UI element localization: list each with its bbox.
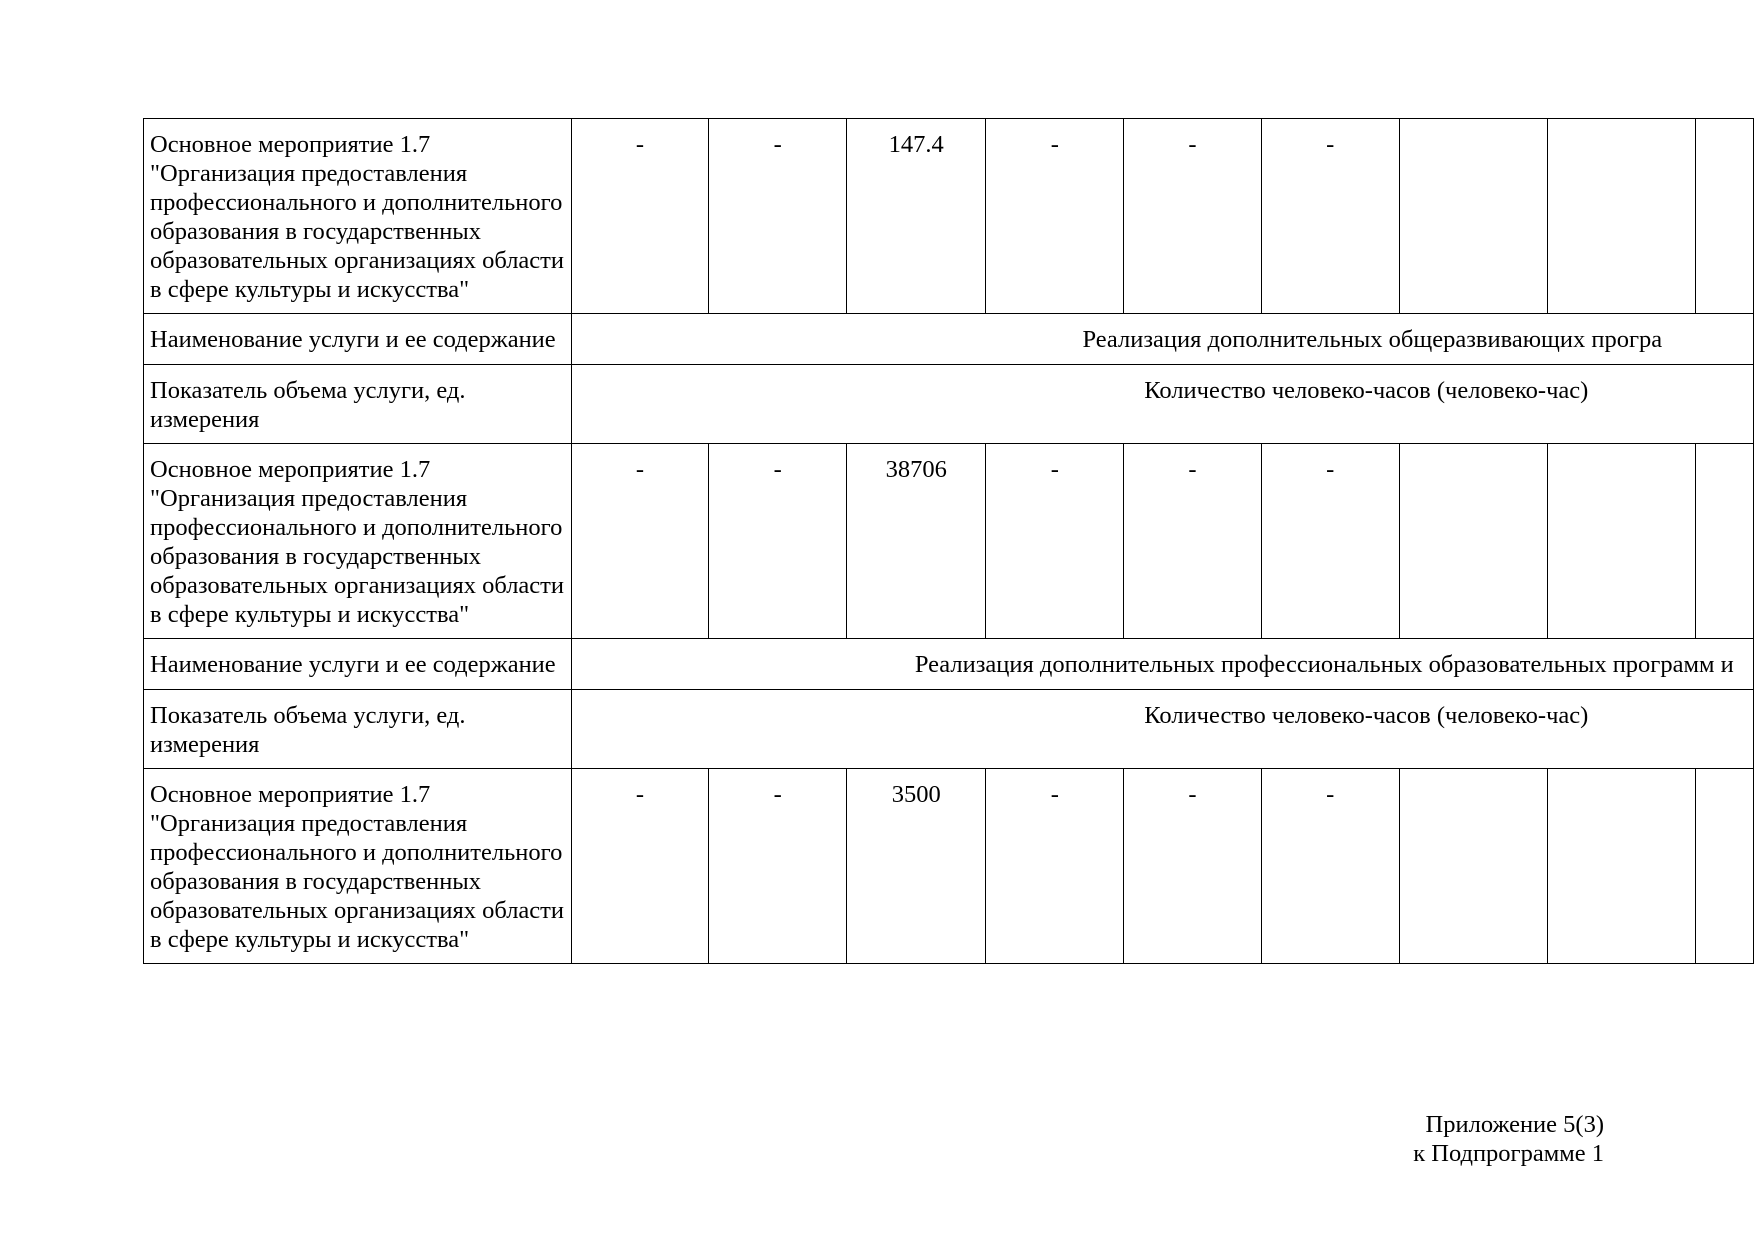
volume-indicator-cell (571, 365, 1753, 444)
label-line: образования в государственных (150, 868, 482, 895)
label-line: Основное мероприятие 1.7 (150, 131, 431, 158)
label-line: Наименование услуги и ее содержание (150, 651, 556, 678)
service-name-label-cell (144, 639, 572, 690)
volume-indicator-label-cell (144, 365, 572, 444)
label-line: образования в государственных (150, 543, 482, 570)
label-line: "Организация предоставления (150, 485, 468, 512)
label-line: профессионального и дополнительного (150, 189, 563, 216)
volume-indicator-text: Количество человеко-часов (человеко-час) (1144, 702, 1589, 729)
value-cell: - (571, 119, 709, 314)
value-cell: - (709, 769, 847, 964)
label-line: Показатель объема услуги, ед. (150, 377, 466, 404)
appendix-title: Приложение 5(3) (1425, 1111, 1604, 1138)
value-cell: - (1261, 444, 1399, 639)
value-cell: 3500 (847, 769, 986, 964)
table-row (144, 365, 1754, 444)
service-name-cell (571, 314, 1753, 365)
label-line: профессионального и дополнительного (150, 514, 563, 541)
label-line: Наименование услуги и ее содержание (150, 326, 556, 353)
value-cell: 38706 (847, 444, 986, 639)
service-name-cell (571, 639, 1753, 690)
value-cell: 147.4 (847, 119, 986, 314)
service-name-text: Реализация дополнительных общеразвивающих програ (1082, 326, 1663, 353)
table-row (144, 314, 1754, 365)
event-label-cell (144, 769, 572, 964)
value-cell (1399, 119, 1547, 314)
program-table (143, 118, 1754, 964)
label-line: в сфере культуры и искусства" (150, 926, 470, 953)
value-cell: - (709, 444, 847, 639)
value-cell (1547, 769, 1695, 964)
value-cell: - (709, 119, 847, 314)
value-cell (1695, 119, 1753, 314)
label-line: измерения (150, 406, 260, 433)
label-line: образовательных организациях области (150, 247, 564, 274)
value-cell: - (986, 119, 1124, 314)
value-cell: - (1124, 769, 1262, 964)
label-line: профессионального и дополнительного (150, 839, 563, 866)
value-cell: - (571, 769, 709, 964)
value-cell: - (1261, 769, 1399, 964)
label-line: в сфере культуры и искусства" (150, 601, 470, 628)
value-cell: - (986, 769, 1124, 964)
value-cell (1695, 769, 1753, 964)
table-row (144, 444, 1754, 639)
value-cell (1547, 119, 1695, 314)
label-line: "Организация предоставления (150, 160, 468, 187)
value-cell (1547, 444, 1695, 639)
volume-indicator-text: Количество человеко-часов (человеко-час) (1144, 377, 1589, 404)
value-cell: - (1261, 119, 1399, 314)
label-line: измерения (150, 731, 260, 758)
table-row (144, 119, 1754, 314)
value-cell: - (571, 444, 709, 639)
appendix-note (1300, 1110, 1604, 1168)
value-cell (1399, 769, 1547, 964)
table-row (144, 769, 1754, 964)
value-cell (1695, 444, 1753, 639)
event-label-cell (144, 444, 572, 639)
label-line: Основное мероприятие 1.7 (150, 456, 431, 483)
label-line: образования в государственных (150, 218, 482, 245)
label-line: Показатель объема услуги, ед. (150, 702, 466, 729)
label-line: "Организация предоставления (150, 810, 468, 837)
value-cell: - (1124, 444, 1262, 639)
label-line: в сфере культуры и искусства" (150, 276, 470, 303)
volume-indicator-label-cell (144, 690, 572, 769)
appendix-subtitle: к Подпрограмме 1 (1413, 1140, 1604, 1167)
label-line: Основное мероприятие 1.7 (150, 781, 431, 808)
event-label-cell (144, 119, 572, 314)
label-line: образовательных организациях области (150, 572, 564, 599)
label-line: образовательных организациях области (150, 897, 564, 924)
value-cell: - (986, 444, 1124, 639)
volume-indicator-cell (571, 690, 1753, 769)
service-name-label-cell (144, 314, 572, 365)
table-row (144, 690, 1754, 769)
table-row (144, 639, 1754, 690)
service-name-text: Реализация дополнительных профессиональных образовательных программ и (914, 651, 1734, 678)
value-cell: - (1124, 119, 1262, 314)
value-cell (1399, 444, 1547, 639)
